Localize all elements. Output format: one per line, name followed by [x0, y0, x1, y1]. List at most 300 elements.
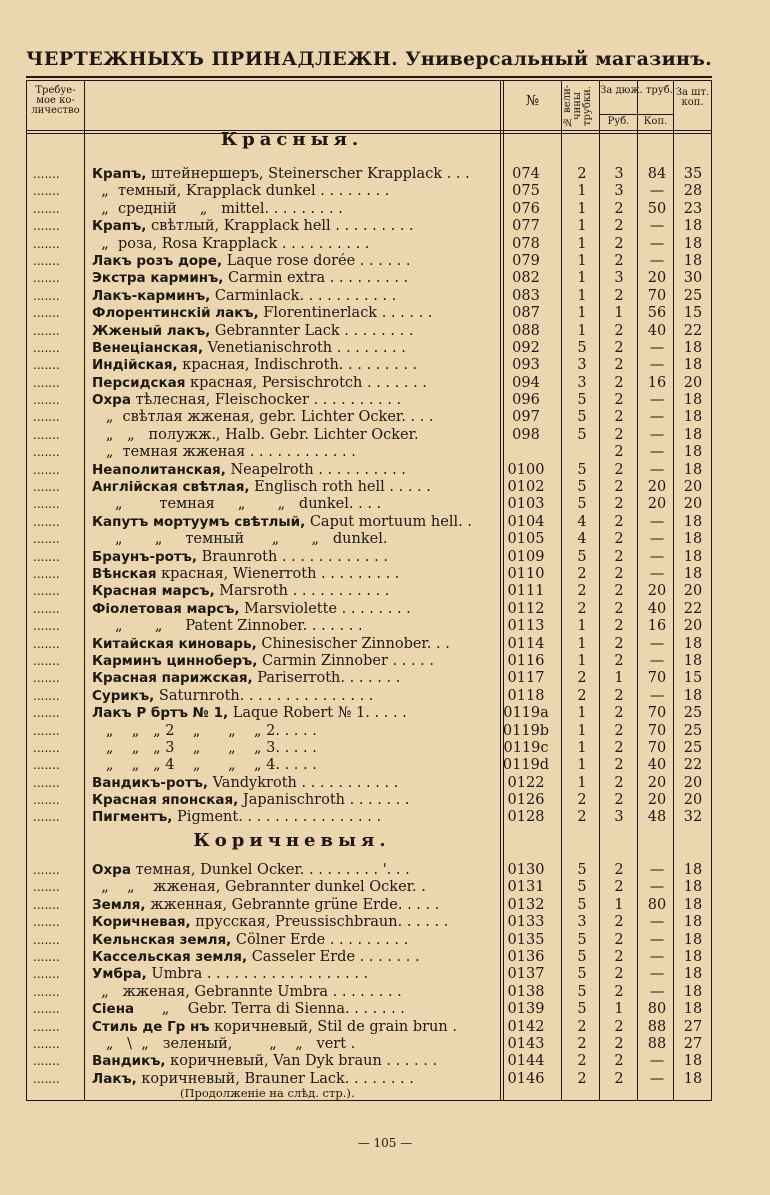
item-name-bold: Умбра,: [92, 966, 147, 983]
table-row: [26, 705, 712, 722]
item-name-cell: [92, 479, 496, 496]
kop-cell: —: [649, 252, 665, 269]
item-name-cell: [92, 879, 496, 896]
piece-price-cell: 23: [683, 200, 703, 217]
kop-cell: 20: [647, 583, 667, 600]
number-cell: 0119b: [502, 722, 550, 739]
rub-cell: 2: [614, 705, 624, 722]
item-name-text: „ темная жженая . . . . . . . . . . . .: [92, 444, 356, 461]
size-cell: 2: [577, 687, 587, 704]
qty-cell: .......: [33, 932, 60, 947]
item-name-text: коричневый, Brauner Lack. . . . . . . .: [136, 1070, 414, 1087]
item-name-text: „ роза, Rosa Krapplack . . . . . . . . . .: [92, 235, 370, 252]
rub-cell: 2: [614, 531, 624, 548]
piece-price-cell: 18: [683, 548, 703, 565]
item-name-cell: [92, 757, 496, 774]
item-name-bold: Лакъ,: [92, 1070, 137, 1087]
number-cell: 0146: [507, 1070, 545, 1087]
piece-price-cell: 18: [683, 966, 703, 983]
qty-cell: .......: [33, 688, 60, 703]
item-name-cell: [92, 949, 496, 966]
item-name-cell: [92, 601, 496, 618]
item-name-cell: [92, 723, 496, 740]
running-header: [26, 48, 712, 74]
table-row: [26, 288, 712, 305]
kop-cell: 88: [647, 1018, 667, 1035]
size-cell: 2: [577, 1018, 587, 1035]
item-name-text: красная, Indischroth. . . . . . . . .: [177, 357, 418, 374]
size-cell: 1: [577, 705, 587, 722]
piece-price-cell: 25: [683, 722, 703, 739]
number-cell: 097: [512, 409, 540, 426]
rub-cell: 2: [614, 357, 624, 374]
table-row: [26, 531, 712, 548]
section-title-brown: Коричневыя.: [193, 830, 391, 851]
item-name-text: Pariserroth. . . . . . .: [252, 670, 401, 687]
table-row: [26, 1019, 712, 1036]
piece-price-cell: 15: [683, 670, 703, 687]
number-cell: 0103: [507, 496, 545, 513]
number-cell: 0118: [507, 687, 545, 704]
number-cell: 078: [512, 235, 540, 252]
kop-cell: 80: [647, 896, 667, 913]
size-cell: 1: [577, 757, 587, 774]
kop-cell: 40: [647, 757, 667, 774]
item-name-cell: [92, 1001, 496, 1018]
rub-cell: 2: [614, 496, 624, 513]
item-name-bold: Красная парижская,: [92, 670, 253, 687]
kop-cell: 70: [647, 287, 667, 304]
item-name-cell: [92, 253, 496, 270]
item-name-cell: [92, 427, 496, 444]
kop-cell: 80: [647, 1001, 667, 1018]
size-cell: 2: [577, 600, 587, 617]
item-name-text: Saturnroth. . . . . . . . . . . . . . .: [154, 687, 374, 704]
item-name-cell: [92, 218, 496, 235]
number-cell: 075: [512, 183, 540, 200]
rub-cell: 1: [614, 305, 624, 322]
col-header-number: №: [525, 93, 540, 109]
number-cell: 0104: [507, 513, 545, 530]
number-cell: 0142: [507, 1018, 545, 1035]
kop-cell: 88: [647, 1035, 667, 1052]
kop-cell: 84: [647, 166, 667, 182]
item-name-bold: Карминъ цинноберъ,: [92, 652, 258, 669]
item-name-text: „ „ „ 3 „ „ „ 3. . . . .: [92, 739, 317, 756]
size-cell: 1: [577, 287, 587, 304]
item-name-cell: [92, 305, 496, 322]
piece-price-cell: 18: [683, 914, 703, 931]
qty-cell: .......: [33, 671, 60, 686]
piece-price-cell: 18: [683, 426, 703, 443]
number-cell: 0132: [507, 896, 545, 913]
size-cell: 1: [577, 739, 587, 756]
piece-price-cell: 35: [683, 166, 703, 182]
kop-cell: 16: [647, 374, 667, 391]
item-name-text: Caput mortuum hell. .: [305, 513, 472, 530]
table-row: [26, 340, 712, 357]
rub-cell: 3: [614, 809, 624, 826]
rub-cell: 3: [614, 183, 624, 200]
item-name-text: Vandykroth . . . . . . . . . . .: [208, 774, 399, 791]
piece-price-cell: 25: [683, 287, 703, 304]
table-row: [26, 949, 712, 966]
size-cell: 2: [577, 1070, 587, 1087]
number-cell: 0126: [507, 792, 545, 809]
item-name-cell: [92, 688, 496, 705]
red-paints-list: [26, 166, 712, 827]
piece-price-cell: 27: [683, 1035, 703, 1052]
qty-cell: .......: [33, 253, 60, 268]
size-cell: 1: [577, 652, 587, 669]
item-name-cell: [92, 1036, 496, 1053]
qty-cell: .......: [33, 1054, 60, 1069]
kop-cell: —: [649, 948, 665, 965]
kop-cell: 20: [647, 774, 667, 791]
number-cell: 0143: [507, 1035, 545, 1052]
item-name-bold: Вандикъ-ротъ,: [92, 774, 209, 791]
col-header-rub: Руб.: [607, 116, 630, 127]
piece-price-cell: 18: [683, 879, 703, 896]
table-bottom-rule: [26, 1100, 712, 1101]
size-cell: 2: [577, 565, 587, 582]
rub-cell: 2: [614, 983, 624, 1000]
number-cell: 0112: [507, 600, 545, 617]
qty-cell: .......: [33, 236, 60, 251]
number-cell: 0136: [507, 948, 545, 965]
item-name-bold: Персидская: [92, 374, 186, 391]
rub-cell: 2: [614, 879, 624, 896]
rub-cell: 2: [614, 218, 624, 235]
item-name-cell: [92, 288, 496, 305]
col-header-piece: За шт. коп.: [675, 87, 710, 108]
number-cell: 0138: [507, 983, 545, 1000]
kop-cell: —: [649, 183, 665, 200]
item-name-cell: [92, 166, 496, 183]
size-cell: 2: [577, 583, 587, 600]
qty-cell: .......: [33, 480, 60, 495]
rub-cell: 2: [614, 1035, 624, 1052]
rub-cell: 1: [614, 670, 624, 687]
table-row: [26, 879, 712, 896]
qty-cell: .......: [33, 358, 60, 373]
piece-price-cell: 18: [683, 339, 703, 356]
qty-cell: .......: [33, 462, 60, 477]
qty-cell: .......: [33, 445, 60, 460]
size-cell: 5: [577, 339, 587, 356]
item-name-cell: [92, 1019, 496, 1036]
item-name-bold: Пигментъ,: [92, 809, 173, 826]
item-name-bold: Вандикъ,: [92, 1053, 166, 1070]
item-name-text: „ „ полужж., Halb. Gebr. Lichter Ocker.: [92, 426, 419, 443]
item-name-bold: Лакъ Р бртъ № 1,: [92, 705, 229, 722]
qty-cell: .......: [33, 706, 60, 721]
qty-cell: .......: [33, 601, 60, 616]
rub-cell: 2: [614, 392, 624, 409]
item-name-text: Laque rose dorée . . . . . .: [222, 252, 411, 269]
item-name-cell: [92, 932, 496, 949]
size-cell: 2: [577, 1053, 587, 1070]
size-cell: 5: [577, 548, 587, 565]
size-cell: 5: [577, 896, 587, 913]
size-cell: 5: [577, 1001, 587, 1018]
item-name-cell: [92, 740, 496, 757]
item-name-cell: [92, 618, 496, 635]
item-name-bold: Жженый лакъ,: [92, 322, 211, 339]
qty-cell: .......: [33, 1019, 60, 1034]
size-cell: 5: [577, 479, 587, 496]
qty-cell: .......: [33, 1002, 60, 1017]
qty-cell: .......: [33, 306, 60, 321]
kop-cell: 20: [647, 270, 667, 287]
kop-cell: —: [649, 392, 665, 409]
piece-price-cell: 15: [683, 305, 703, 322]
kop-cell: 40: [647, 600, 667, 617]
item-name-cell: [92, 462, 496, 479]
qty-cell: .......: [33, 393, 60, 408]
piece-price-cell: 28: [683, 183, 703, 200]
item-name-bold: Браунъ-ротъ,: [92, 548, 197, 565]
size-cell: 5: [577, 966, 587, 983]
size-cell: 1: [577, 218, 587, 235]
item-name-text: „ „ „ 4 „ „ „ 4. . . . .: [92, 757, 317, 774]
size-cell: 1: [577, 252, 587, 269]
qty-cell: .......: [33, 427, 60, 442]
size-cell: 5: [577, 983, 587, 1000]
rub-cell: 2: [614, 966, 624, 983]
item-name-cell: [92, 566, 496, 583]
kop-cell: 70: [647, 722, 667, 739]
item-name-text: тѣлесная, Fleischocker . . . . . . . . . .: [130, 392, 402, 409]
item-name-text: Braunroth . . . . . . . . . . . .: [196, 548, 388, 565]
kop-cell: —: [649, 1070, 665, 1087]
piece-price-cell: 20: [683, 496, 703, 513]
item-name-bold: Англійская свѣтлая,: [92, 479, 250, 496]
item-name-text: Marsviolette . . . . . . . .: [239, 600, 411, 617]
qty-cell: .......: [33, 723, 60, 738]
table-row: [26, 862, 712, 879]
qty-cell: .......: [33, 949, 60, 964]
qty-cell: .......: [33, 653, 60, 668]
kop-cell: 20: [647, 792, 667, 809]
doz-subheader-line: [599, 114, 673, 115]
kop-cell: —: [649, 444, 665, 461]
size-cell: 1: [577, 270, 587, 287]
item-name-bold: Экстра карминъ,: [92, 270, 224, 287]
piece-price-cell: 18: [683, 1070, 703, 1087]
qty-cell: .......: [33, 184, 60, 199]
section-title-red: Красныя.: [220, 129, 364, 150]
table-row: [26, 984, 712, 1001]
item-name-bold: Капутъ мортуумъ свѣтлый,: [92, 513, 306, 530]
piece-price-cell: 18: [683, 513, 703, 530]
item-name-cell: [92, 705, 496, 722]
table-row: [26, 496, 712, 513]
kop-cell: —: [649, 409, 665, 426]
rub-cell: 2: [614, 739, 624, 756]
rub-cell: 2: [614, 287, 624, 304]
size-cell: 2: [577, 670, 587, 687]
rub-cell: 2: [614, 339, 624, 356]
item-name-text: „ свѣтлая жженая, gebr. Lichter Ocker. . . .: [92, 409, 434, 426]
rub-cell: 2: [614, 862, 624, 878]
rub-cell: 2: [614, 548, 624, 565]
header-left-title: ЧЕРТЕЖНЫХЪ ПРИНАДЛЕЖН.: [26, 48, 399, 70]
table-row: [26, 1001, 712, 1018]
piece-price-cell: 18: [683, 896, 703, 913]
kop-cell: —: [649, 565, 665, 582]
rub-cell: 1: [614, 1001, 624, 1018]
item-name-text: „ темная „ „ dunkel. . . .: [92, 496, 382, 513]
table-row: [26, 409, 712, 426]
item-name-bold: Венеціанская,: [92, 339, 204, 356]
size-cell: 5: [577, 426, 587, 443]
qty-cell: .......: [33, 201, 60, 216]
item-name-text: коричневый, Van Dyk braun . . . . . .: [165, 1053, 438, 1070]
number-cell: 0113: [507, 618, 545, 635]
rub-cell: 2: [614, 409, 624, 426]
piece-price-cell: 18: [683, 687, 703, 704]
table-row: [26, 462, 712, 479]
rub-cell: 2: [614, 461, 624, 478]
item-name-bold: Земля,: [92, 896, 146, 913]
rub-cell: 2: [614, 583, 624, 600]
kop-cell: —: [649, 531, 665, 548]
qty-cell: .......: [33, 271, 60, 286]
item-name-bold: Крапъ,: [92, 166, 147, 182]
number-cell: 0102: [507, 479, 545, 496]
number-cell: 076: [512, 200, 540, 217]
piece-price-cell: 18: [683, 931, 703, 948]
number-cell: 079: [512, 252, 540, 269]
kop-cell: 70: [647, 705, 667, 722]
item-name-cell: [92, 201, 496, 218]
piece-price-cell: 18: [683, 444, 703, 461]
qty-cell: .......: [33, 514, 60, 529]
rub-cell: 2: [614, 513, 624, 530]
kop-cell: —: [649, 931, 665, 948]
number-cell: 092: [512, 339, 540, 356]
table-row: [26, 183, 712, 200]
table-row: [26, 792, 712, 809]
piece-price-cell: 18: [683, 1053, 703, 1070]
number-cell: 0114: [507, 635, 545, 652]
table-row: [26, 392, 712, 409]
item-name-cell: [92, 897, 496, 914]
table-row: [26, 601, 712, 618]
item-name-cell: [92, 549, 496, 566]
rub-cell: 2: [614, 652, 624, 669]
table-row: [26, 375, 712, 392]
kop-cell: 70: [647, 670, 667, 687]
qty-cell: .......: [33, 1036, 60, 1051]
kop-cell: —: [649, 357, 665, 374]
rub-cell: 2: [614, 1018, 624, 1035]
rub-cell: 1: [614, 896, 624, 913]
table-row: [26, 897, 712, 914]
table-row: [26, 653, 712, 670]
number-cell: 074: [512, 166, 540, 182]
size-cell: 5: [577, 931, 587, 948]
item-name-cell: [92, 531, 496, 548]
item-name-bold: Индійская,: [92, 357, 178, 374]
qty-cell: .......: [33, 323, 60, 338]
item-name-bold: Неаполитанская,: [92, 461, 226, 478]
rub-cell: 2: [614, 600, 624, 617]
qty-cell: .......: [33, 167, 60, 181]
kop-cell: —: [649, 548, 665, 565]
item-name-cell: [92, 583, 496, 600]
rub-cell: 2: [614, 565, 624, 582]
table-row: [26, 566, 712, 583]
piece-price-cell: 18: [683, 565, 703, 582]
item-name-bold: Сіена: [92, 1001, 135, 1018]
item-name-bold: Охра: [92, 392, 131, 409]
piece-price-cell: 18: [683, 531, 703, 548]
number-cell: 0122: [507, 774, 545, 791]
table-row: [26, 427, 712, 444]
kop-cell: —: [649, 879, 665, 896]
rub-cell: 2: [614, 374, 624, 391]
col-header-qty: Требуе-мое ко-личество: [31, 85, 80, 116]
item-name-cell: [92, 340, 496, 357]
item-name-text: „ \ „ зеленый, „ „ vert .: [92, 1035, 356, 1052]
piece-price-cell: 18: [683, 252, 703, 269]
qty-cell: .......: [33, 636, 60, 651]
kop-cell: —: [649, 635, 665, 652]
number-cell: 083: [512, 287, 540, 304]
piece-price-cell: 22: [683, 757, 703, 774]
qty-cell: .......: [33, 549, 60, 564]
size-cell: 1: [577, 322, 587, 339]
size-cell: 2: [577, 809, 587, 826]
rub-cell: 2: [614, 914, 624, 931]
item-name-text: темная, Dunkel Ocker. . . . . . . . . '. . .: [130, 862, 410, 878]
number-cell: 0109: [507, 548, 545, 565]
item-name-text: Florentinerlack . . . . . .: [258, 305, 433, 322]
qty-cell: .......: [33, 740, 60, 755]
rub-cell: 2: [614, 235, 624, 252]
item-name-cell: [92, 444, 496, 461]
number-cell: 0105: [507, 531, 545, 548]
number-cell: 077: [512, 218, 540, 235]
item-name-text: Carmin extra . . . . . . . . .: [223, 270, 409, 287]
item-name-text: Pigment. . . . . . . . . . . . . . . .: [172, 809, 382, 826]
qty-cell: .......: [33, 915, 60, 930]
table-row: [26, 357, 712, 374]
table-row: [26, 757, 712, 774]
piece-price-cell: 20: [683, 618, 703, 635]
item-name-text: Gebrannter Lack . . . . . . . .: [210, 322, 414, 339]
kop-cell: 56: [647, 305, 667, 322]
item-name-text: свѣтлый, Krapplack hell . . . . . . . . .: [146, 218, 414, 235]
table-row: [26, 1053, 712, 1070]
kop-cell: 20: [647, 479, 667, 496]
item-name-text: Neapelroth . . . . . . . . . .: [225, 461, 406, 478]
item-name-text: „ Gebr. Terra di Sienna. . . . . . .: [134, 1001, 405, 1018]
table-row: [26, 1071, 712, 1088]
rub-cell: 2: [614, 687, 624, 704]
table-row: [26, 723, 712, 740]
piece-price-cell: 20: [683, 583, 703, 600]
item-name-bold: Крапъ,: [92, 218, 147, 235]
item-name-text: Marsroth . . . . . . . . . . .: [214, 583, 390, 600]
number-cell: 0100: [507, 461, 545, 478]
col-header-kop: Коп.: [643, 116, 668, 127]
kop-cell: 50: [647, 200, 667, 217]
rub-cell: 2: [614, 774, 624, 791]
number-cell: 0119a: [503, 705, 549, 722]
